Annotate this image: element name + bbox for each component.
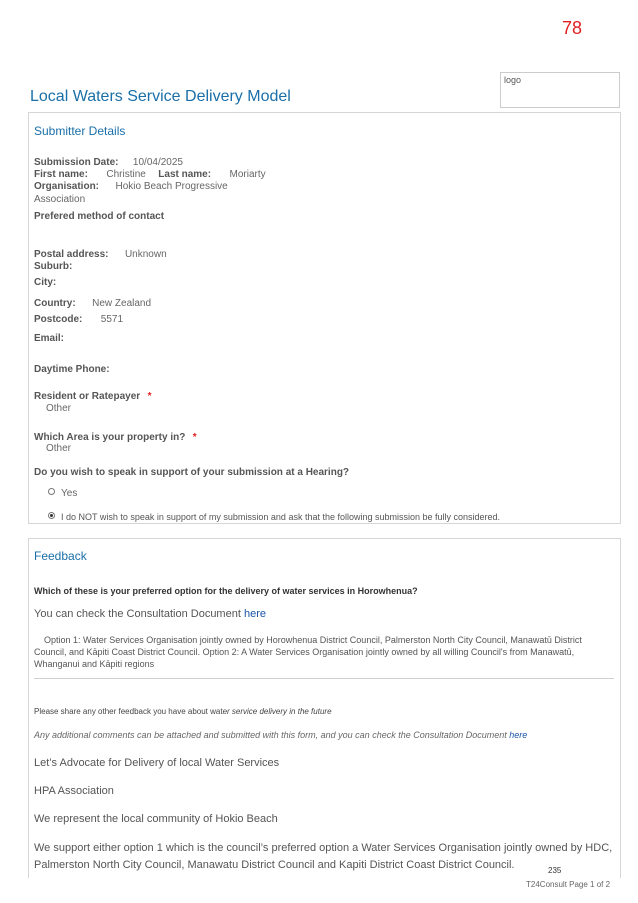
required-mark: * [192, 432, 197, 443]
submitter-heading: Submitter Details [34, 124, 126, 138]
postal-label: Postal address: [34, 249, 109, 260]
feedback-para-3: We represent the local community of Hokio Beach [34, 813, 278, 825]
hearing-question: Do you wish to speak in support of your submission at a Hearing? [34, 467, 350, 478]
attach-note-text: Any additional comments can be attached and submitted with this form, and you can check the Consultation Document [34, 730, 510, 740]
area-label: Which Area is your property in? [34, 432, 186, 443]
page-title: Local Waters Service Delivery Model [30, 88, 291, 105]
phone-label: Daytime Phone: [34, 364, 110, 375]
hearing-yes-option[interactable] [48, 483, 77, 501]
consultation-check [34, 608, 266, 620]
resident-value: Other [46, 403, 72, 414]
postal-row [34, 244, 167, 262]
attach-note [34, 730, 527, 740]
preferred-option-question: Which of these is your preferred option for the delivery of water services in Horowhenua? [34, 586, 418, 596]
email-label: Email: [34, 333, 65, 344]
other-feedback-plain: Please share any other feedback you have about wat [34, 707, 223, 716]
options-line-1: Option 1: Water Services Organisation jointly owned by Horowhenua District Council, Palmerston North City Council, Manawatū District [44, 635, 582, 645]
options-line-2: Council, and Kāpiti Coast District Council. Option 2: A Water Services Organisation jointly owned by all willing Council's from Manawatū, [34, 647, 575, 657]
organisation-label: Organisation: [34, 181, 100, 192]
first-name-label: First name: [34, 169, 88, 180]
divider [34, 678, 614, 679]
page-stamp: 235 [548, 866, 562, 875]
hearing-yes-label: Yes [61, 488, 78, 499]
required-mark: * [147, 391, 152, 402]
postcode-row [34, 309, 123, 327]
hearing-no-label: I do NOT wish to speak in support of my submission and ask that the following submission be fully considered. [61, 512, 501, 522]
suburb-label: Suburb: [34, 261, 73, 272]
radio-yes[interactable] [48, 488, 55, 495]
feedback-para-4-line-1: We support either option 1 which is the council’s preferred option a Water Services Organisation jointly owned by HDC, [34, 842, 613, 854]
feedback-para-2: HPA Association [34, 785, 114, 797]
city-label: City: [34, 277, 57, 288]
feedback-heading: Feedback [34, 549, 87, 563]
postal-value: Unknown [124, 249, 167, 260]
submission-date-value: 10/04/2025 [132, 157, 183, 168]
resident-label: Resident or Ratepayer [34, 391, 141, 402]
organisation-row [34, 176, 228, 194]
submission-date-label: Submission Date: [34, 157, 119, 168]
last-name-value: Moriarty [229, 169, 266, 180]
page-number: 78 [562, 18, 583, 38]
page-info: T24Consult Page 1 of 2 [526, 880, 611, 889]
organisation-value: Hokio Beach Progressive [115, 181, 228, 192]
resident-row [34, 386, 152, 404]
area-value: Other [46, 443, 72, 454]
postcode-label: Postcode: [34, 314, 83, 325]
first-name-value: Christine [106, 169, 146, 180]
country-value: New Zealand [92, 298, 152, 309]
contact-method-label: Prefered method of contact [34, 211, 165, 222]
consultation-link[interactable]: here [243, 608, 266, 620]
radio-no[interactable] [48, 512, 55, 519]
other-feedback-prompt [34, 707, 332, 716]
feedback-para-4-line-2: Palmerston North City Council, Manawatu District Council and Kapiti District Coast District Council. [34, 859, 515, 871]
logo-placeholder: logo [500, 72, 620, 108]
other-feedback-italic: er service delivery in the future [222, 707, 332, 716]
options-text [34, 634, 582, 670]
last-name-label: Last name: [158, 169, 212, 180]
attach-link[interactable]: here [509, 730, 528, 740]
options-line-3: Whanganui and Kāpiti regions [34, 659, 155, 669]
consultation-check-text: You can check the Consultation Document [34, 608, 244, 620]
hearing-no-option[interactable] [48, 507, 500, 525]
country-label: Country: [34, 298, 76, 309]
postcode-value: 5571 [100, 314, 124, 325]
feedback-para-1: Let’s Advocate for Delivery of local Water Services [34, 757, 280, 769]
organisation-value-cont: Association [34, 194, 86, 205]
feedback-para-4 [34, 840, 612, 874]
